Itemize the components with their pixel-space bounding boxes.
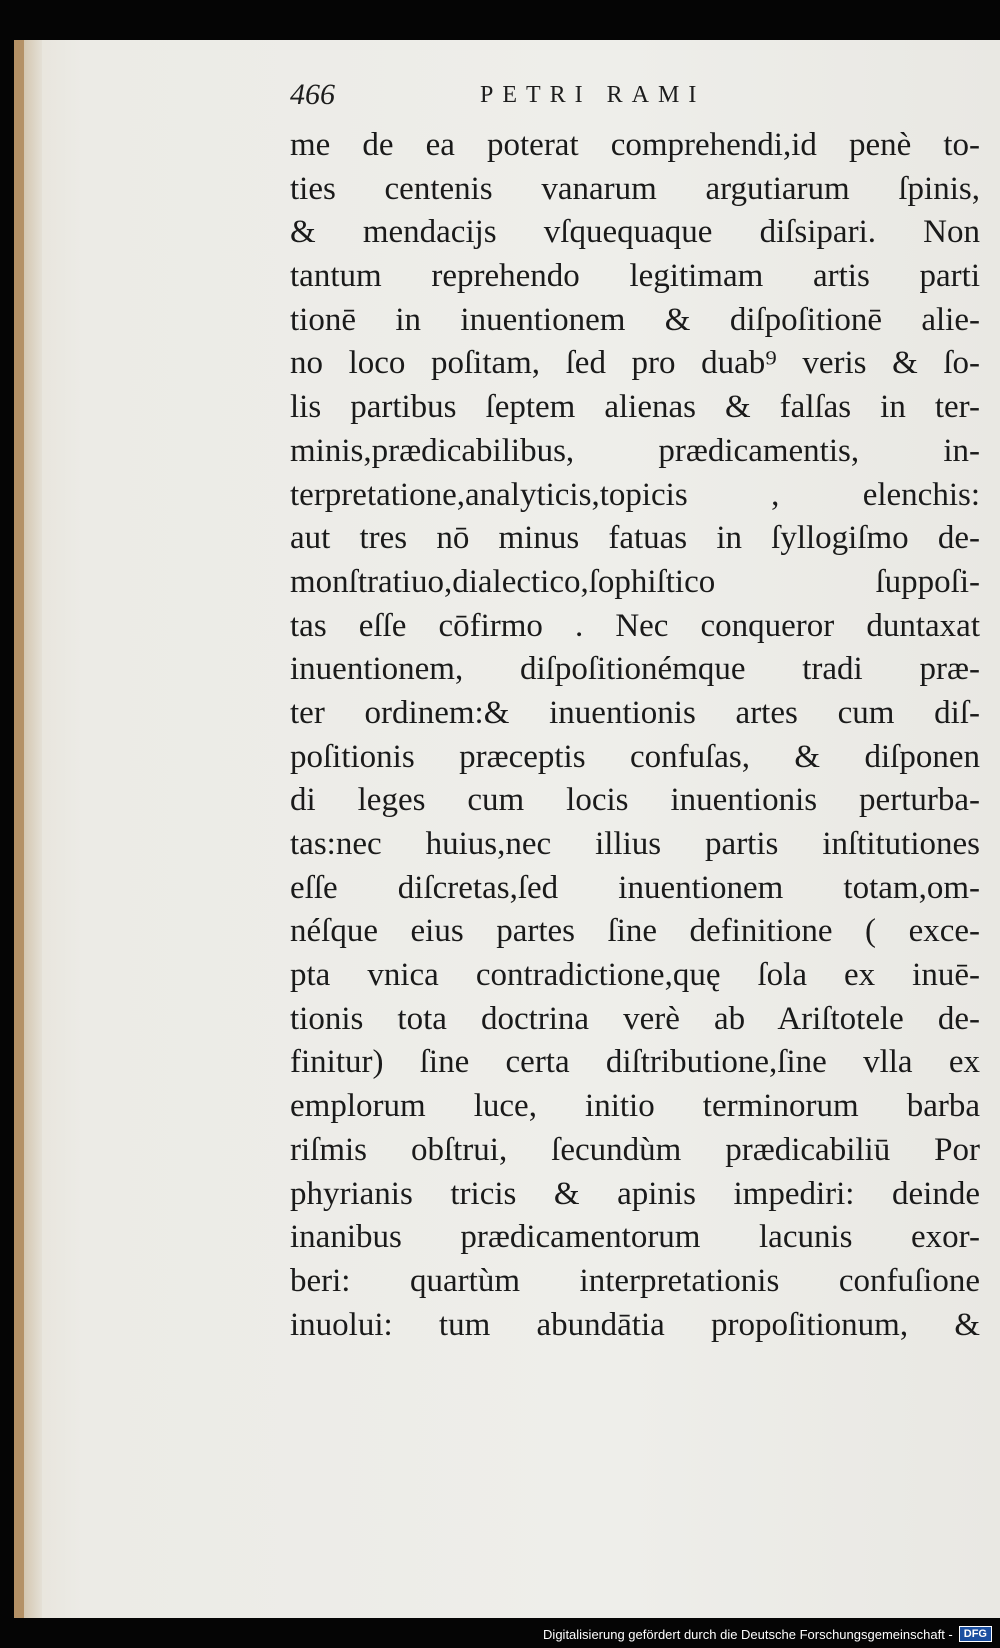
text-line: eſſe diſcretas,ſed inuentionem totam,om- xyxy=(290,869,980,906)
page-number: 466 xyxy=(290,78,335,111)
text-line: inuentionem, diſpoſitionémque tradi præ- xyxy=(290,651,980,688)
text-line: emplorum luce, initio terminorum barba xyxy=(290,1088,980,1125)
footer-credit xyxy=(543,1626,992,1642)
text-line: inuolui: tum abundātia propoſitionum, & xyxy=(290,1306,980,1343)
running-head: PETRI RAMI xyxy=(480,82,706,108)
text-line: phyrianis tricis & apinis impediri: deinde xyxy=(290,1175,980,1212)
text-line: pta vnica contradictione,quę ſola ex inuē- xyxy=(290,957,980,994)
text-line: tionis tota doctrina verè ab Ariſtotele de- xyxy=(290,1000,980,1037)
text-line: beri: quartùm interpretationis confuſione xyxy=(290,1262,980,1299)
text-line: inanibus prædicamentorum lacunis exor- xyxy=(290,1219,980,1256)
text-line: poſitionis præceptis confuſas, & diſponen xyxy=(290,738,980,775)
text-line: néſque eius partes ſine definitione ( exce- xyxy=(290,913,980,950)
text-line: no loco poſitam, ſed pro duab⁹ veris & ſo- xyxy=(290,345,980,382)
text-line: finitur) ſine certa diſtributione,ſine vlla ex xyxy=(290,1044,980,1081)
text-line: ties centenis vanarum argutiarum ſpinis, xyxy=(290,170,980,207)
page-gutter-shadow xyxy=(24,40,42,1618)
text-line: & mendacijs vſquequaque diſsipari. Non xyxy=(290,214,980,251)
page-header xyxy=(290,78,970,118)
text-line: aut tres nō minus fatuas in ſyllogiſmo de- xyxy=(290,520,980,557)
text-line: tas:nec huius,nec illius partis inſtitutiones xyxy=(290,826,980,862)
text-line: terpretatione,analyticis,topicis , elenchis: xyxy=(290,476,980,513)
text-line: minis,prædicabilibus, prædicamentis, in- xyxy=(290,432,980,469)
text-line: me de ea poterat comprehendi,id penè to- xyxy=(290,127,980,163)
text-line: tas eſſe cōfirmo . Nec conqueror duntaxat xyxy=(290,607,980,644)
text-line: monſtratiuo,dialectico,ſophiſtico ſuppoſi- xyxy=(290,563,980,600)
text-line: ter ordinem:& inuentionis artes cum diſ- xyxy=(290,694,980,731)
text-line: tionē in inuentionem & diſpoſitionē alie- xyxy=(290,301,980,338)
text-line: lis partibus ſeptem alienas & falſas in ter- xyxy=(290,389,980,426)
footer-credit-text: Digitalisierung gefördert durch die Deutsche Forschungsgemeinschaft - xyxy=(543,1626,953,1642)
dfg-logo: DFG xyxy=(959,1626,992,1642)
text-line: riſmis obſtrui, ſecundùm prædicabiliū Por xyxy=(290,1131,980,1168)
text-line: di leges cum locis inuentionis perturba- xyxy=(290,782,980,819)
text-line: tantum reprehendo legitimam artis parti xyxy=(290,258,980,295)
body-text xyxy=(290,124,980,1347)
